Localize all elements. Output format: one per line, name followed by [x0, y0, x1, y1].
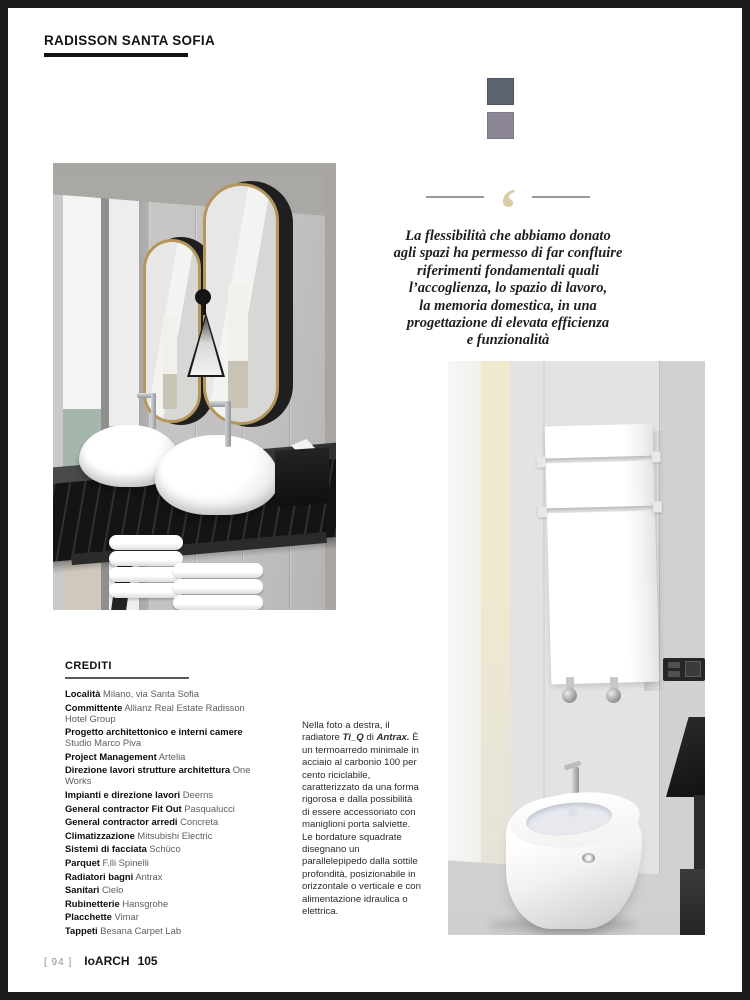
page-footer [44, 954, 158, 968]
credits-title: CREDITI [65, 660, 112, 672]
credit-item [65, 911, 261, 922]
quotation-mark-icon: ‘ [498, 176, 518, 241]
credit-item [65, 803, 261, 814]
credits-section [65, 660, 261, 939]
credit-label: Località [65, 688, 101, 699]
credit-label: Climatizzazione [65, 829, 135, 841]
caption-brand-name: Antrax. [376, 732, 410, 744]
caption-text: di [363, 732, 377, 744]
quote-line: progettazione di elevata efficienza [406, 315, 610, 332]
credit-value: Deerns [182, 788, 213, 800]
light-switch-plate [663, 658, 705, 681]
credit-value: Hansgrohe [122, 897, 169, 909]
towel [173, 579, 263, 594]
credit-item [65, 751, 261, 762]
credit-item [65, 726, 261, 748]
credit-label: Project Management [65, 750, 157, 762]
tissue-box [275, 447, 329, 507]
credit-value: Milano, via Santa Sofia [103, 688, 199, 699]
credit-value: Studio Marco Piva [65, 737, 142, 749]
caption-text: Nella foto a destra, il radiatore [302, 720, 390, 744]
towel-stack [173, 563, 263, 610]
credit-label: Impianti e direzione lavori [65, 788, 181, 800]
wall-light-band [448, 361, 481, 935]
credit-value: Schüco [149, 843, 181, 855]
credits-rule [65, 677, 189, 679]
quote-text [370, 228, 646, 350]
radiator-valve [606, 688, 621, 703]
credit-item [65, 688, 261, 699]
credit-label: Parquet [65, 856, 100, 868]
credit-value: Vimar [114, 911, 139, 923]
credit-item [65, 898, 261, 909]
page-title: RADISSON SANTA SOFIA [44, 33, 216, 48]
quote-line: La flessibilità che abbiamo donato [405, 228, 611, 244]
quote-line: agli spazi ha permesso di far confluire [393, 245, 623, 262]
right-photo-radiator-bidet [448, 361, 705, 935]
credit-item [65, 764, 261, 786]
credit-label: Direzione lavori strutture architettura [65, 764, 231, 776]
color-swatch-dark [487, 78, 514, 105]
towel [173, 563, 263, 578]
quote-line: la memoria domestica, in una [419, 297, 597, 314]
caption-product-name: Ti_Q [342, 732, 364, 744]
credit-item [65, 816, 261, 827]
towel [109, 567, 183, 582]
wall-lamp-arm [203, 301, 206, 315]
bidet-faucet-hole [568, 809, 578, 817]
decoration-line-right [532, 196, 590, 198]
towel-rail-tab [653, 501, 662, 512]
mirror-reflection [228, 285, 248, 408]
radiator-slat [547, 506, 655, 514]
oval-mirror-right [203, 183, 279, 425]
towel-rail-tab [538, 506, 547, 517]
credit-item [65, 830, 261, 841]
credit-item [65, 702, 261, 724]
credit-value: Cielo [102, 884, 124, 896]
faucet [151, 393, 156, 429]
switch-key [668, 662, 680, 668]
issue-number: 105 [137, 954, 158, 968]
towel-rail-tab [536, 456, 545, 467]
left-photo-bathroom-vanity [53, 163, 336, 610]
towel [109, 583, 183, 598]
mirror-reflection [163, 317, 178, 410]
towel [109, 535, 183, 550]
magazine-page [8, 8, 742, 992]
title-underline [44, 53, 188, 57]
credit-value: Allianz Real Estate Radisson Hotel Group [65, 701, 245, 724]
credit-value: Pasqualucci [184, 802, 235, 814]
wall-hung-bidet [506, 761, 642, 935]
quote-line: riferimenti fondamentali quali [416, 262, 600, 279]
marble-leg [694, 795, 705, 879]
credit-value: Mitsubishi Electric [137, 829, 213, 841]
credit-label: Progetto architettonico e interni camere [65, 726, 243, 738]
credit-value: Artelia [158, 750, 186, 762]
credit-item [65, 884, 261, 895]
switch-key [668, 671, 680, 677]
switch-key [685, 661, 701, 677]
credit-label: Rubinetterie [65, 897, 120, 909]
quote-line: e funzionalità [466, 332, 550, 349]
credit-value: Concreta [180, 816, 219, 828]
credit-label: Placchette [65, 911, 112, 923]
quote-line: l’accoglienza, lo spazio di lavoro, [408, 280, 608, 297]
credit-item [65, 871, 261, 882]
credit-label: Committente [65, 701, 123, 713]
radiator-slat [545, 456, 653, 464]
credit-label: General contractor arredi [65, 816, 178, 828]
dark-cabinet [680, 869, 705, 935]
credit-value: F.lli Spinelli [102, 856, 149, 868]
credit-value: One Works [65, 764, 251, 787]
pull-quote [370, 176, 646, 383]
credit-value: Antrax [135, 870, 163, 882]
credit-item [65, 857, 261, 868]
credit-item [65, 843, 261, 854]
caption-text: È un termoarredo minimale in acciaio al carbonio 100 per cento riciclabile, caratterizzato da una forma rigorosa e dalla possibilità di essere accessoriato con maniglioni porta salviette. Le bordature squadrate disegnano un parallelepipedo dalla sottile profondità, posizionabile in orizzontale o verticale e con alimentazione idraulica o elettrica. [302, 732, 421, 918]
credit-label: General contractor Fit Out [65, 802, 182, 814]
towel-rail-tab [651, 451, 660, 462]
bidet-drain [582, 853, 595, 863]
towel [173, 595, 263, 610]
decoration-line-left [426, 196, 484, 198]
radiator-ti-q [545, 424, 660, 685]
credit-item [65, 789, 261, 800]
credit-value: Besana Carpet Lab [100, 924, 182, 936]
faucet [225, 401, 231, 447]
credit-label: Tappeti [65, 924, 98, 936]
color-swatch-light [487, 112, 514, 139]
radiator-valve [562, 688, 577, 703]
credit-label: Sistemi di facciata [65, 843, 147, 855]
credit-label: Radiatori bagni [65, 870, 134, 882]
credit-label: Sanitari [65, 884, 100, 896]
credits-list [65, 688, 261, 936]
vessel-sink-right [155, 435, 279, 515]
page-number: [ 94 ] [44, 957, 73, 968]
photo-caption [302, 720, 422, 919]
towel [109, 551, 183, 566]
towel-stack [109, 535, 183, 599]
magazine-name: IoARCH [84, 954, 130, 968]
credit-item [65, 925, 261, 936]
